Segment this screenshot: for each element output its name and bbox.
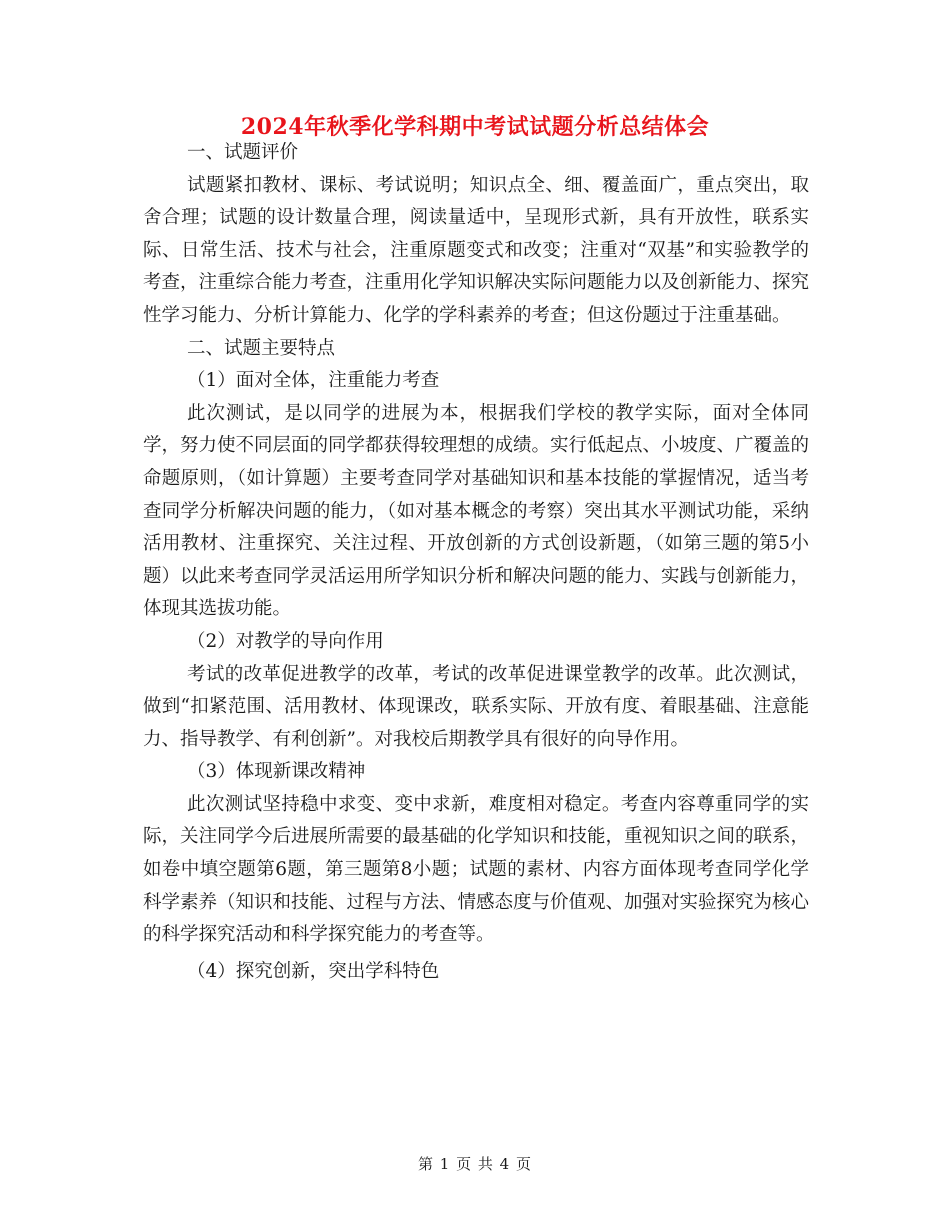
paragraph-3: 此次测试坚持稳中求变、变中求新，难度相对稳定。考查内容尊重同学的实际，关注同学今后进展所需要的最基础的化学知识和技能，重视知识之间的联系，如卷中填空题第6题，第三题第8小题；试题的素材、内容方面体现考查同学化学科学素养（知识和技能、过程与方法、情感态度与价值观、加强对实验探究为核心的科学探究活动和科学探究能力的考查等。 <box>143 793 810 946</box>
paragraph-1: 此次测试，是以同学的进展为本，根据我们学校的教学实际，面对全体同学，努力使不同层面的同学都获得较理想的成绩。实行低起点、小坡度、广覆盖的命题原则，（如计算题）主要考查同学对基础知识和基本技能的掌握情况，适当考查同学分析解决问题的能力，（如对基本概念的考察）突出其水平测试功能，采纳活用教材、注重探究、关注过程、开放创新的方式创设新题，（如第三题的第5小题）以此来考查同学灵活运用所学知识分析和解决问题的能力、实践与创新能力，体现其选拔功能。 <box>143 402 810 620</box>
subheading-3: （3）体现新课改精神 <box>187 761 366 783</box>
document-title: 2024年秋季化学科期中考试试题分析总结体会 <box>240 114 710 140</box>
section-heading-evaluation: 一、试题评价 <box>187 142 299 163</box>
paragraph-evaluation: 试题紧扣教材、课标、考试说明；知识点全、细、覆盖面广，重点突出，取舍合理；试题的设计数量合理，阅读量适中，呈现形式新，具有开放性，联系实际、日常生活、技术与社会，注重原题变式和改变；注重对“双基”和实验教学的考查，注重综合能力考查，注重用化学知识解决实际问题能力以及创新能力、探究性学习能力、分析计算能力、化学的学科素养的考查；但这份题过于注重基础。 <box>143 174 810 326</box>
section-heading-features: 二、试题主要特点 <box>187 337 336 359</box>
page-footer: 第 1 页 共 4 页 <box>418 1155 532 1173</box>
subheading-4: （4）探究创新，突出学科特色 <box>187 960 440 982</box>
document-body <box>143 137 809 988</box>
subheading-1: （1）面对全体，注重能力考查 <box>187 370 440 392</box>
paragraph-2: 考试的改革促进教学的改革，考试的改革促进课堂教学的改革。此次测试，做到“扣紧范围、活用教材、体现课改，联系实际、开放有度、着眼基础、注意能力、指导教学、有利创新”。对我校后期教学具有很好的向导作用。 <box>143 663 809 750</box>
subheading-2: （2）对教学的导向作用 <box>187 630 384 652</box>
